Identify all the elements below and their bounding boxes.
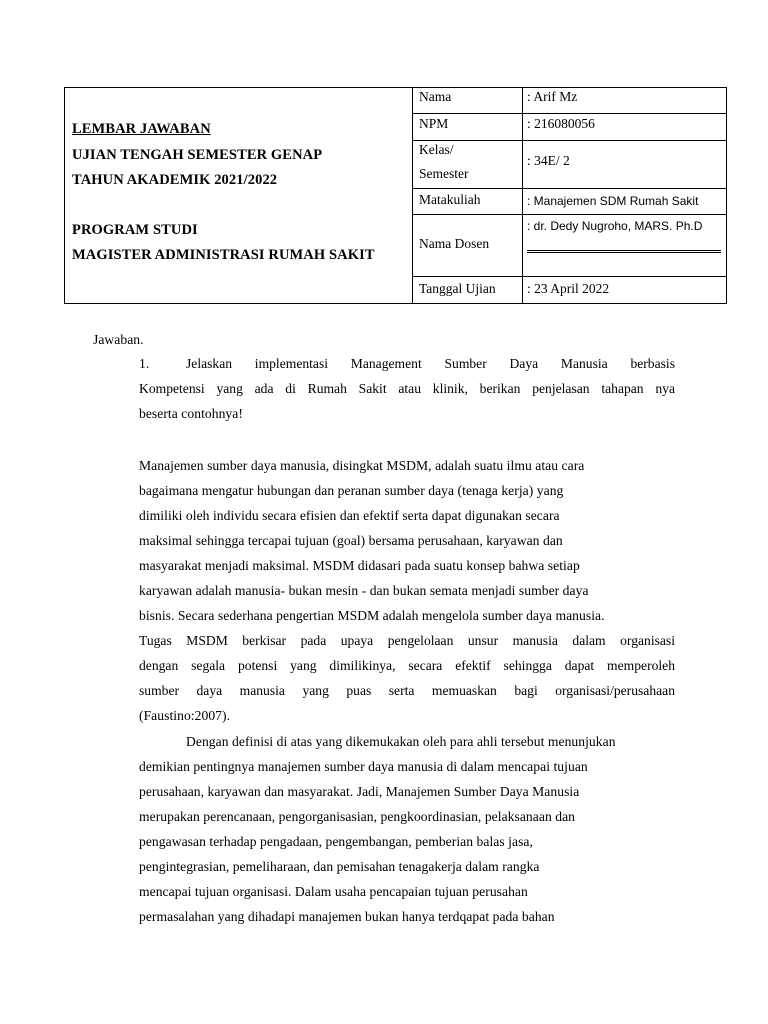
paragraph-line: mencapai tujuan organisasi. Dalam usaha pencapaian tujuan perusahan	[139, 884, 528, 899]
row-divider	[412, 188, 726, 189]
lecturer-label: Nama Dosen	[419, 236, 490, 251]
paragraph-line: sumber daya manusia yang puas serta memuaskan bagi organisasi/perusahaan	[139, 683, 675, 698]
paragraph-line: Dengan definisi di atas yang dikemukakan oleh para ahli tersebut menunjukan	[186, 734, 616, 749]
paragraph-line: bisnis. Secara sederhana pengertian MSDM adalah mengelola sumber daya manusia.	[139, 608, 605, 623]
academic-year: TAHUN AKADEMIK 2021/2022	[72, 172, 278, 188]
question-line: beserta contohnya!	[139, 406, 243, 421]
question-line: Kompetensi yang ada di Rumah Sakit atau klinik, berikan penjelasan tahapan nya	[139, 381, 675, 396]
exam-date-value: : 23 April 2022	[527, 281, 610, 296]
paragraph-line: pengawasan terhadap pengadaan, pengembangan, pemberian balas jasa,	[139, 834, 533, 849]
signature-double-line	[527, 250, 721, 253]
row-divider	[412, 113, 726, 114]
course-value: : Manajemen SDM Rumah Sakit	[527, 194, 699, 208]
paragraph-line: karyawan adalah manusia- bukan mesin - dan bukan semata menjadi sumber daya	[139, 583, 589, 598]
name-label: Nama	[419, 89, 452, 104]
paragraph-line: permasalahan yang dihadapi manajemen bukan hanya terdqapat pada bahan	[139, 909, 555, 924]
npm-value: : 216080056	[527, 116, 595, 131]
paragraph-line: perusahaan, karyawan dan masyarakat. Jadi, Manajemen Sumber Daya Manusia	[139, 784, 580, 799]
column-divider	[412, 88, 413, 303]
header-table	[64, 87, 727, 304]
paragraph-line: masyarakat menjadi maksimal. MSDM didasari pada suatu konsep bahwa setiap	[139, 558, 580, 573]
paragraph-line: pengintegrasian, pemeliharaan, dan pemisahan tenagakerja dalam rangka	[139, 859, 540, 874]
exam-date-label: Tanggal Ujian	[419, 281, 496, 296]
paragraph-line: merupakan perencanaan, pengorganisasian, pengkoordinasian, pelaksanaan dan	[139, 809, 576, 824]
answer-heading: Jawaban.	[93, 332, 144, 347]
row-divider	[412, 214, 726, 215]
class-label: Kelas/	[419, 142, 454, 157]
study-program-label: PROGRAM STUDI	[72, 222, 198, 238]
paragraph-line: Tugas MSDM berkisar pada upaya pengelolaan unsur manusia dalam organisasi	[139, 633, 675, 648]
study-program-name: MAGISTER ADMINISTRASI RUMAH SAKIT	[72, 247, 375, 263]
class-semester-value: : 34E/ 2	[527, 153, 570, 168]
row-divider	[412, 276, 726, 277]
sheet-title: LEMBAR JAWABAN	[72, 121, 211, 137]
paragraph-line: (Faustino:2007).	[139, 708, 231, 723]
row-divider	[412, 140, 726, 141]
paragraph-line: dengan segala potensi yang dimilikinya, secara efektif sehingga dapat memperoleh	[139, 658, 675, 673]
paragraph-line: demikian pentingnya manajemen sumber daya manusia di dalam mencapai tujuan	[139, 759, 588, 774]
name-value: : Arif Mz	[527, 89, 578, 104]
question-line: Jelaskan implementasi Management Sumber Daya Manusia berbasis	[186, 356, 675, 371]
npm-label: NPM	[419, 116, 449, 131]
paragraph-line: Manajemen sumber daya manusia, disingkat MSDM, adalah suatu ilmu atau cara	[139, 458, 585, 473]
course-label: Matakuliah	[419, 192, 481, 207]
paragraph-line: dimiliki oleh individu secara efisien dan efektif serta dapat digunakan secara	[139, 508, 560, 523]
column-divider	[522, 88, 523, 303]
paragraph-line: bagaimana mengatur hubungan dan peranan sumber daya (tenaga kerja) yang	[139, 483, 564, 498]
question-number: 1.	[139, 356, 150, 371]
exam-name: UJIAN TENGAH SEMESTER GENAP	[72, 147, 323, 163]
paragraph-line: maksimal sehingga tercapai tujuan (goal) bersama perusahaan, karyawan dan	[139, 533, 563, 548]
semester-label: Semester	[419, 166, 469, 181]
lecturer-value: : dr. Dedy Nugroho, MARS. Ph.D	[527, 219, 703, 233]
